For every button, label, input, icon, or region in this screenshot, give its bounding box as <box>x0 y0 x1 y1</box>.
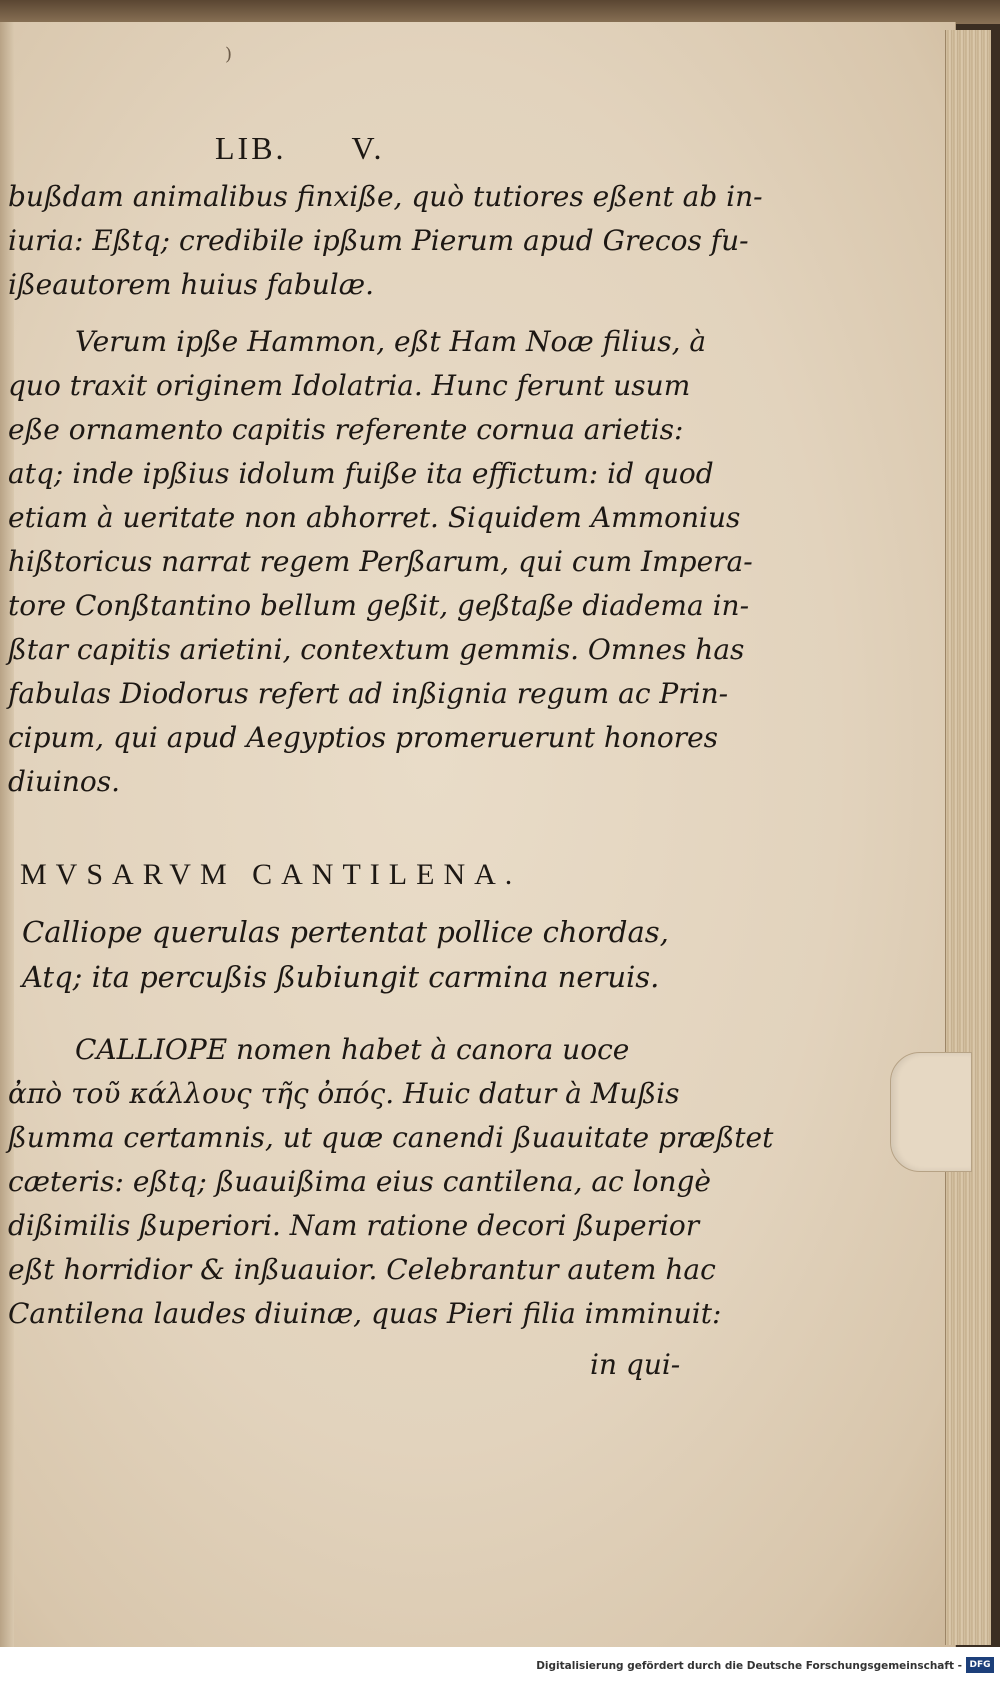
book-page <box>0 22 956 1647</box>
text-line: bußdam animalibus finxiße, quò tutiores eßent ab in- <box>8 180 763 213</box>
text-line: tore Conßtantino bellum geßit, geßtaße diadema in- <box>8 589 750 622</box>
text-line: Cantilena laudes diuinæ, quas Pieri filia imminuit: <box>8 1297 722 1330</box>
page-mark: ) <box>225 44 233 65</box>
text-line: eßt horridior & inßuauior. Celebrantur autem hac <box>8 1253 716 1286</box>
text-line: iuria: Eßtq; credibile ipßum Pierum apud Grecos fu- <box>8 224 749 257</box>
text-line: ißeautorem huius fabulæ. <box>8 268 374 301</box>
digitization-credit: Digitalisierung gefördert durch die Deutsche Forschungsgemeinschaft - <box>536 1660 962 1672</box>
text-line: CALLIOPE nomen habet à canora uoce <box>75 1033 630 1066</box>
running-head <box>215 130 450 167</box>
text-line: diuinos. <box>8 765 121 798</box>
text-line: fabulas Diodorus refert ad inßignia regum ac Prin- <box>8 677 729 710</box>
text-line: ßtar capitis arietini, contextum gemmis. Omnes has <box>8 633 745 666</box>
text-line: dißimilis ßuperiori. Nam ratione decori ßuperior <box>8 1209 700 1242</box>
dfg-logo: DFG <box>966 1657 994 1673</box>
page-gutter <box>0 22 14 1647</box>
section-heading: MVSARVM CANTILENA. <box>20 858 522 891</box>
bookmark-tab <box>890 1052 972 1172</box>
text-line: cipum, qui apud Aegyptios promeruerunt honores <box>8 721 719 754</box>
text-line: Verum ipße Hammon, eßt Ham Noæ filius, à <box>75 325 707 358</box>
verse-line: Atq; ita percußis ßubiungit carmina neruis. <box>22 960 660 994</box>
text-line: atq; inde ipßius idolum fuiße ita effictum: id quod <box>8 457 714 490</box>
text-line: eße ornamento capitis referente cornua arietis: <box>8 413 684 446</box>
text-line: cæteris: eßtq; ßuauißima eius cantilena, ac longè <box>8 1165 711 1198</box>
text-line: ἀπὸ τοῦ κάλλους τῆς ὀπός. Huic datur à Mußis <box>8 1077 680 1110</box>
text-line: quo traxit originem Idolatria. Hunc ferunt usum <box>8 369 691 402</box>
running-head-number: V. <box>351 130 385 166</box>
verse-line: Calliope querulas pertentat pollice chordas, <box>22 915 669 949</box>
running-head-book: LIB. <box>215 130 287 166</box>
catchword: in qui- <box>590 1348 681 1381</box>
book-top-edge <box>0 0 1000 24</box>
text-line: etiam à ueritate non abhorret. Siquidem Ammonius <box>8 501 741 534</box>
text-line: hißtoricus narrat regem Perßarum, qui cum Impera- <box>8 545 753 578</box>
page-fore-edge <box>945 30 991 1645</box>
text-line: ßumma certamnis, ut quæ canendi ßuauitate præßtet <box>8 1121 774 1154</box>
